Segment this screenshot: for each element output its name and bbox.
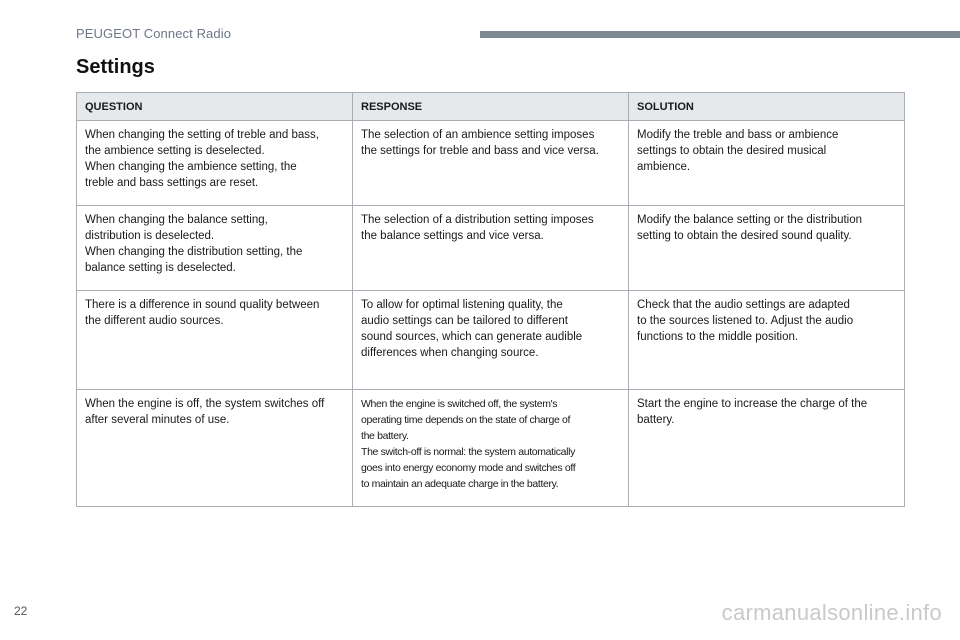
table-header-row [77, 93, 905, 121]
response-cell: To allow for optimal listening quality, the audio settings can be tailored to different sound sources, which can generate audible differences when changing source. [353, 291, 629, 390]
response-cell: The selection of an ambience setting imposes the settings for treble and bass and vice versa. [353, 121, 629, 206]
solution-cell: Modify the balance setting or the distribution setting to obtain the desired sound quality. [629, 206, 905, 291]
document-header-title: PEUGEOT Connect Radio [76, 26, 232, 41]
header-accent-bar [480, 31, 960, 38]
column-header-question: QUESTION [77, 93, 353, 121]
solution-cell: Start the engine to increase the charge of the battery. [629, 390, 905, 507]
response-cell: The selection of a distribution setting imposes the balance settings and vice versa. [353, 206, 629, 291]
table-row [77, 291, 905, 390]
column-header-response: RESPONSE [353, 93, 629, 121]
section-title: Settings [76, 56, 155, 78]
table-row [77, 121, 905, 206]
column-header-solution: SOLUTION [629, 93, 905, 121]
table-row [77, 206, 905, 291]
settings-faq-table [76, 92, 905, 507]
question-cell: When the engine is off, the system switches off after several minutes of use. [77, 390, 353, 507]
question-cell: There is a difference in sound quality between the different audio sources. [77, 291, 353, 390]
question-cell: When changing the setting of treble and bass, the ambience setting is deselected. When changing the ambience setting, the treble and bass settings are reset. [77, 121, 353, 206]
table-row [77, 390, 905, 507]
page-number: 22 [14, 604, 28, 618]
solution-cell: Modify the treble and bass or ambience settings to obtain the desired musical ambience. [629, 121, 905, 206]
response-cell: When the engine is switched off, the system's operating time depends on the state of charge of the battery. The switch-off is normal: the system automatically goes into energy economy mode and switches off to maintain an adequate charge in the battery. [353, 390, 629, 507]
question-cell: When changing the balance setting, distribution is deselected. When changing the distribution setting, the balance setting is deselected. [77, 206, 353, 291]
solution-cell: Check that the audio settings are adapted to the sources listened to. Adjust the audio functions to the middle position. [629, 291, 905, 390]
watermark-text: carmanualsonline.info [721, 600, 942, 625]
